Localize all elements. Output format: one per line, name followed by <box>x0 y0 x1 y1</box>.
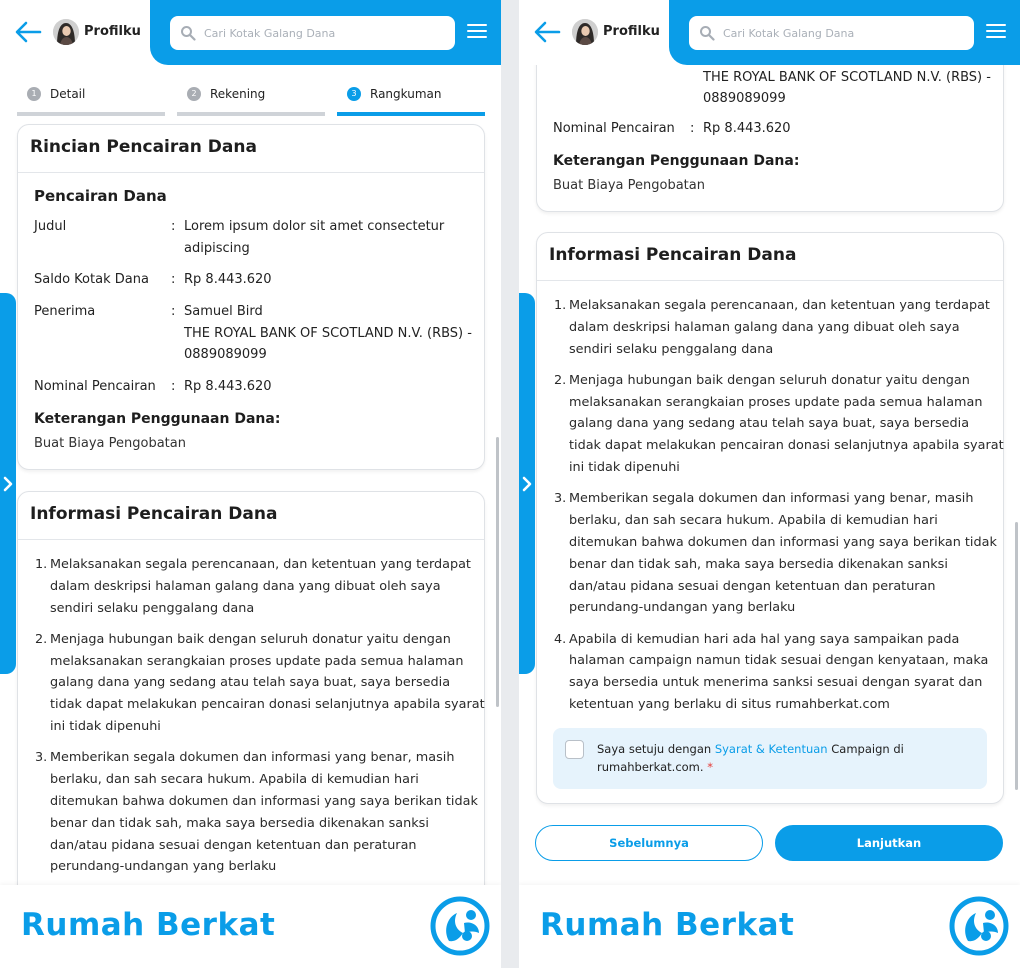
step-number: 2 <box>187 87 201 101</box>
previous-button[interactable]: Sebelumnya <box>535 825 763 861</box>
nominal-value: Rp 8.443.620 <box>184 379 272 394</box>
avatar[interactable] <box>53 19 79 45</box>
nominal-label: Nominal Pencairan <box>553 121 675 136</box>
chevron-right-icon <box>3 476 13 492</box>
next-button[interactable]: Lanjutkan <box>775 825 1003 861</box>
footer <box>519 885 1020 968</box>
step-detail[interactable] <box>17 84 165 116</box>
brand-logo-icon <box>948 895 1010 957</box>
step-label: Detail <box>50 87 86 101</box>
summary-title: Rincian Pencairan Dana <box>18 125 484 173</box>
keterangan-value: Buat Biaya Pengobatan <box>553 178 705 193</box>
app-header <box>519 0 1020 65</box>
penerima-bank: THE ROYAL BANK OF SCOTLAND N.V. (RBS) - 0889089099 <box>703 69 991 106</box>
agreement-checkbox[interactable] <box>565 740 584 759</box>
app-header <box>0 0 501 65</box>
judul-value: Lorem ipsum dolor sit amet consectetur adipiscing <box>184 219 445 256</box>
avatar-icon <box>53 19 79 45</box>
penerima-label: Penerima <box>34 304 96 319</box>
penerima-name: Samuel Bird <box>184 304 263 319</box>
step-bar <box>337 112 485 116</box>
left-panel <box>0 0 501 968</box>
keterangan-label: Keterangan Penggunaan Dana: <box>34 411 281 427</box>
stepper <box>17 84 485 116</box>
scrollbar[interactable] <box>496 437 499 707</box>
search-input[interactable] <box>204 16 444 50</box>
step-bar <box>17 112 165 116</box>
back-arrow-icon[interactable] <box>14 20 42 44</box>
colon: : <box>171 304 176 319</box>
step-number: 1 <box>27 87 41 101</box>
profile-label[interactable]: Profilku <box>603 24 660 39</box>
colon: : <box>171 272 176 287</box>
list-item: 3. Memberikan segala dokumen dan informasi yang benar, masih berlaku, dan sah secara hukum. Apabila di kemudian hari ditemukan bahwa dokumen dan informasi yang saya berikan tidak benar dan tidak sah, maka saya bersedia dikenakan sanksi dan/atau pidana sesuai dengan ketentuan dan peraturan perundang-undangan yang berlaku <box>554 491 997 616</box>
search-icon <box>180 25 196 41</box>
list-item: 3. Memberikan segala dokumen dan informasi yang benar, masih berlaku, dan sah secara hukum. Apabila di kemudian hari ditemukan bahwa dokumen dan informasi yang saya berikan tidak benar dan tidak sah, maka saya bersedia dikenakan sanksi dan/atau pidana sesuai dengan ketentuan dan peraturan perundang-undangan yang berlaku <box>35 750 478 875</box>
search-icon <box>699 25 715 41</box>
step-rekening[interactable] <box>177 84 325 116</box>
keterangan-label: Keterangan Penggunaan Dana: <box>553 153 800 169</box>
info-title: Informasi Pencairan Dana <box>18 492 484 540</box>
search-box[interactable] <box>689 16 974 50</box>
avatar-icon <box>572 19 598 45</box>
penerima-value <box>184 301 474 366</box>
brand-logo-text: Rumah Berkat <box>540 907 795 943</box>
hamburger-menu-icon[interactable] <box>986 24 1006 40</box>
saldo-value: Rp 8.443.620 <box>184 272 272 287</box>
avatar[interactable] <box>572 19 598 45</box>
list-item: 1. Melaksanakan segala perencanaan, dan ketentuan yang terdapat dalam deskripsi halaman galang dana yang dibuat oleh saya sendiri selaku penggalang dana <box>35 557 471 616</box>
search-input[interactable] <box>723 16 963 50</box>
right-panel <box>519 0 1020 968</box>
brand-logo-text: Rumah Berkat <box>21 907 276 943</box>
brand-logo-icon <box>429 895 491 957</box>
nominal-value: Rp 8.443.620 <box>703 121 791 136</box>
step-number: 3 <box>347 87 361 101</box>
list-item: 4. Apabila di kemudian hari ada hal yang saya sampaikan pada halaman campaign namun tidak sesuai dengan kenyataan, maka saya bersedia untuk menerima sanksi sesuai dengan syarat dan ketentuan yang berlaku di situs rumahberkat.com <box>554 631 989 713</box>
side-drawer-tab[interactable] <box>0 293 16 674</box>
side-drawer-tab[interactable] <box>519 293 535 674</box>
info-card <box>536 232 1004 804</box>
back-arrow-icon[interactable] <box>533 20 561 44</box>
agreement-text: Saya setuju dengan Syarat & Ketentuan Campaign di rumahberkat.com. * <box>597 742 904 774</box>
section-title: Pencairan Dana <box>34 187 167 205</box>
required-mark: * <box>707 760 713 774</box>
summary-card <box>17 124 485 470</box>
step-label: Rangkuman <box>370 87 442 101</box>
search-box[interactable] <box>170 16 455 50</box>
profile-label[interactable]: Profilku <box>84 24 141 39</box>
info-list <box>30 554 486 888</box>
chevron-right-icon <box>522 476 532 492</box>
judul-label: Judul <box>34 219 67 234</box>
colon: : <box>171 379 176 394</box>
hamburger-menu-icon[interactable] <box>467 24 487 40</box>
step-rangkuman[interactable] <box>337 84 485 116</box>
agreement-box <box>553 728 987 789</box>
colon: : <box>690 121 695 136</box>
colon: : <box>171 219 176 234</box>
scrollbar[interactable] <box>1015 522 1018 790</box>
info-list <box>549 295 1005 725</box>
footer <box>0 885 501 968</box>
nominal-label: Nominal Pencairan <box>34 379 156 394</box>
saldo-label: Saldo Kotak Dana <box>34 272 149 287</box>
terms-link[interactable]: Syarat & Ketentuan <box>714 742 828 756</box>
step-bar <box>177 112 325 116</box>
penerima-bank: THE ROYAL BANK OF SCOTLAND N.V. (RBS) - 0889089099 <box>184 325 472 362</box>
list-item: 1. Melaksanakan segala perencanaan, dan ketentuan yang terdapat dalam deskripsi halaman galang dana yang dibuat oleh saya sendiri selaku penggalang dana <box>554 298 990 357</box>
list-item: 2. Menjaga hubungan baik dengan seluruh donatur yaitu dengan melaksanakan serangkaian proses update pada semua halaman galang dana yang sedang atau telah saya buat, saya bersedia tidak dapat melakukan pencairan donasi selanjutnya apabila syarat ini tidak dipenuhi <box>35 631 485 735</box>
info-title: Informasi Pencairan Dana <box>537 233 1003 281</box>
step-label: Rekening <box>210 87 266 101</box>
info-card <box>17 491 485 911</box>
list-item: 2. Menjaga hubungan baik dengan seluruh donatur yaitu dengan melaksanakan serangkaian proses update pada semua halaman galang dana yang sedang atau telah saya buat, saya bersedia tidak dapat melakukan pencairan donasi selanjutnya apabila syarat ini tidak dipenuhi <box>554 372 1004 476</box>
keterangan-value: Buat Biaya Pengobatan <box>34 436 186 451</box>
